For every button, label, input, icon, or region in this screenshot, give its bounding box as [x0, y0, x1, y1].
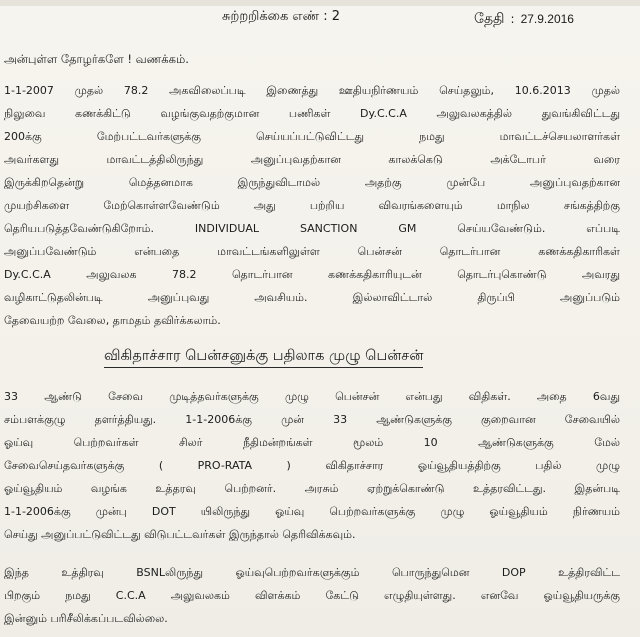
paragraph-line: ஓய்வு பெற்றவர்கள் சிலர் நீதிமன்றங்கள் மூலம் 10 ஆண்டுகளுக்கு மேல்: [4, 436, 620, 449]
section-heading: விகிதாச்சார பென்சனுக்கு பதிலாக முழு பென்சன்: [104, 346, 423, 368]
date-label: தேதி: [474, 11, 505, 27]
paragraph-line: Dy.C.C.A அலுவலக 78.2 தொடர்பான கணக்கதிகாரியுடன் தொடர்புகொண்டு அவரது: [4, 268, 620, 281]
document-header: [0, 6, 640, 30]
paragraph-line: தேவையற்ற வேலை, தாமதம் தவிர்க்கலாம்.: [4, 314, 221, 327]
paragraph-line: 200க்கு மேற்பட்டவர்களுக்கு செய்யப்பட்டுவிட்டது நமது மாவட்டச்செயலாளர்கள்: [4, 130, 620, 143]
paragraph-line: செய்து அனுப்பட்டுவிட்டது விடுபட்டவர்கள் இருந்தால் தெரிவிக்கவும்.: [4, 528, 356, 541]
paragraph-line: 1-1-2006க்கு முன்பு DOT யிலிருந்து ஓய்வு பெற்றவர்களுக்கு முழு ஓய்வூதியம் நிர்ணயம்: [4, 505, 620, 518]
paragraph-line: இருக்கிறதென்று மெத்தனமாக இருந்துவிடாமல் அதற்கு முன்பே அனுப்புவதற்கான: [4, 176, 620, 189]
paragraph-line: 1-1-2007 முதல் 78.2 அகவிலைப்படி இணைத்து ஊதியநிர்ணயம் செய்தலும், 10.6.2013 முதல்: [4, 84, 620, 97]
paragraph-line: சேவைசெய்தவர்களுக்கு ( PRO-RATA ) விகிதாச்சார ஓய்வூதியத்திற்கு பதில் முழு: [4, 459, 620, 472]
circular-number-title: சுற்றறிக்கை எண் : 2: [222, 9, 341, 24]
paragraph-line: அனுப்பவேண்டும் என்பதை மாவட்டங்களிலுள்ள பென்சன் தொடர்பான கணக்கதிகாரிகள்: [4, 245, 620, 258]
paragraph-line: தெரியபடுத்தவேண்டுகிறோம். INDIVIDUAL SANCTION GM செய்யவேண்டும். எப்படி: [4, 222, 620, 235]
paragraph-line: இந்த உத்திரவு BSNLலிருந்து ஓய்வுபெற்றவர்களுக்கும் பொருந்துமென DOP உத்திரவிட்ட: [4, 566, 620, 579]
date-value: 27.9.2016: [520, 12, 574, 26]
paragraph-line: சம்பளக்குழு தளர்த்தியது. 1-1-2006க்கு முன் 33 ஆண்டுகளுக்கு குறைவான சேவையில்: [4, 413, 620, 426]
date-block: [474, 8, 574, 29]
paragraph-line: வழிகாட்டுதலின்படி அனுப்புவது அவசியம். இல்லாவிட்டால் திருப்பி அனுப்படும்: [4, 291, 620, 304]
date-separator: :: [510, 12, 515, 26]
paragraph-line: நிலுவை கணக்கிட்டு வழங்குவதற்குமான பணிகள் Dy.C.C.A அலுவலகத்தில் துவங்கிவிட்டது: [4, 107, 620, 120]
paragraph-line: முயற்சிகளை மேற்கொள்ளவேண்டும் அது பற்றிய விவரங்களையும் மாநில சங்கத்திற்கு: [4, 199, 620, 212]
paragraph-line: இன்னும் பரிசீலிக்கப்படவில்லை.: [4, 612, 168, 625]
paragraph-line: அவர்களது மாவட்டத்திலிருந்து அனுப்புவதற்கான காலக்கெடு அக்டோபர் வரை: [4, 153, 620, 166]
paragraph-line: ஓய்வூதியம் வழங்க உத்தரவு பெற்றனர். அரசும் ஏற்றுக்கொண்டு உத்தரவிட்டது. இதன்படி: [4, 482, 620, 495]
paragraph-3: [4, 561, 620, 630]
greeting: அன்புள்ள தோழர்களே ! வணக்கம்.: [4, 52, 189, 66]
paragraph-line: 33 ஆண்டு சேவை முடித்தவர்களுக்கு முழு பென்சன் என்பது விதிகள். அதை 6வது: [4, 390, 620, 403]
paragraph-1: [4, 79, 620, 332]
paragraph-2: [4, 385, 620, 546]
paragraph-line: பிறகும் நமது C.C.A அலுவலகம் விளக்கம் கேட்டு எழுதியுள்ளது. எனவே ஓய்வூதியருக்கு: [4, 589, 620, 602]
